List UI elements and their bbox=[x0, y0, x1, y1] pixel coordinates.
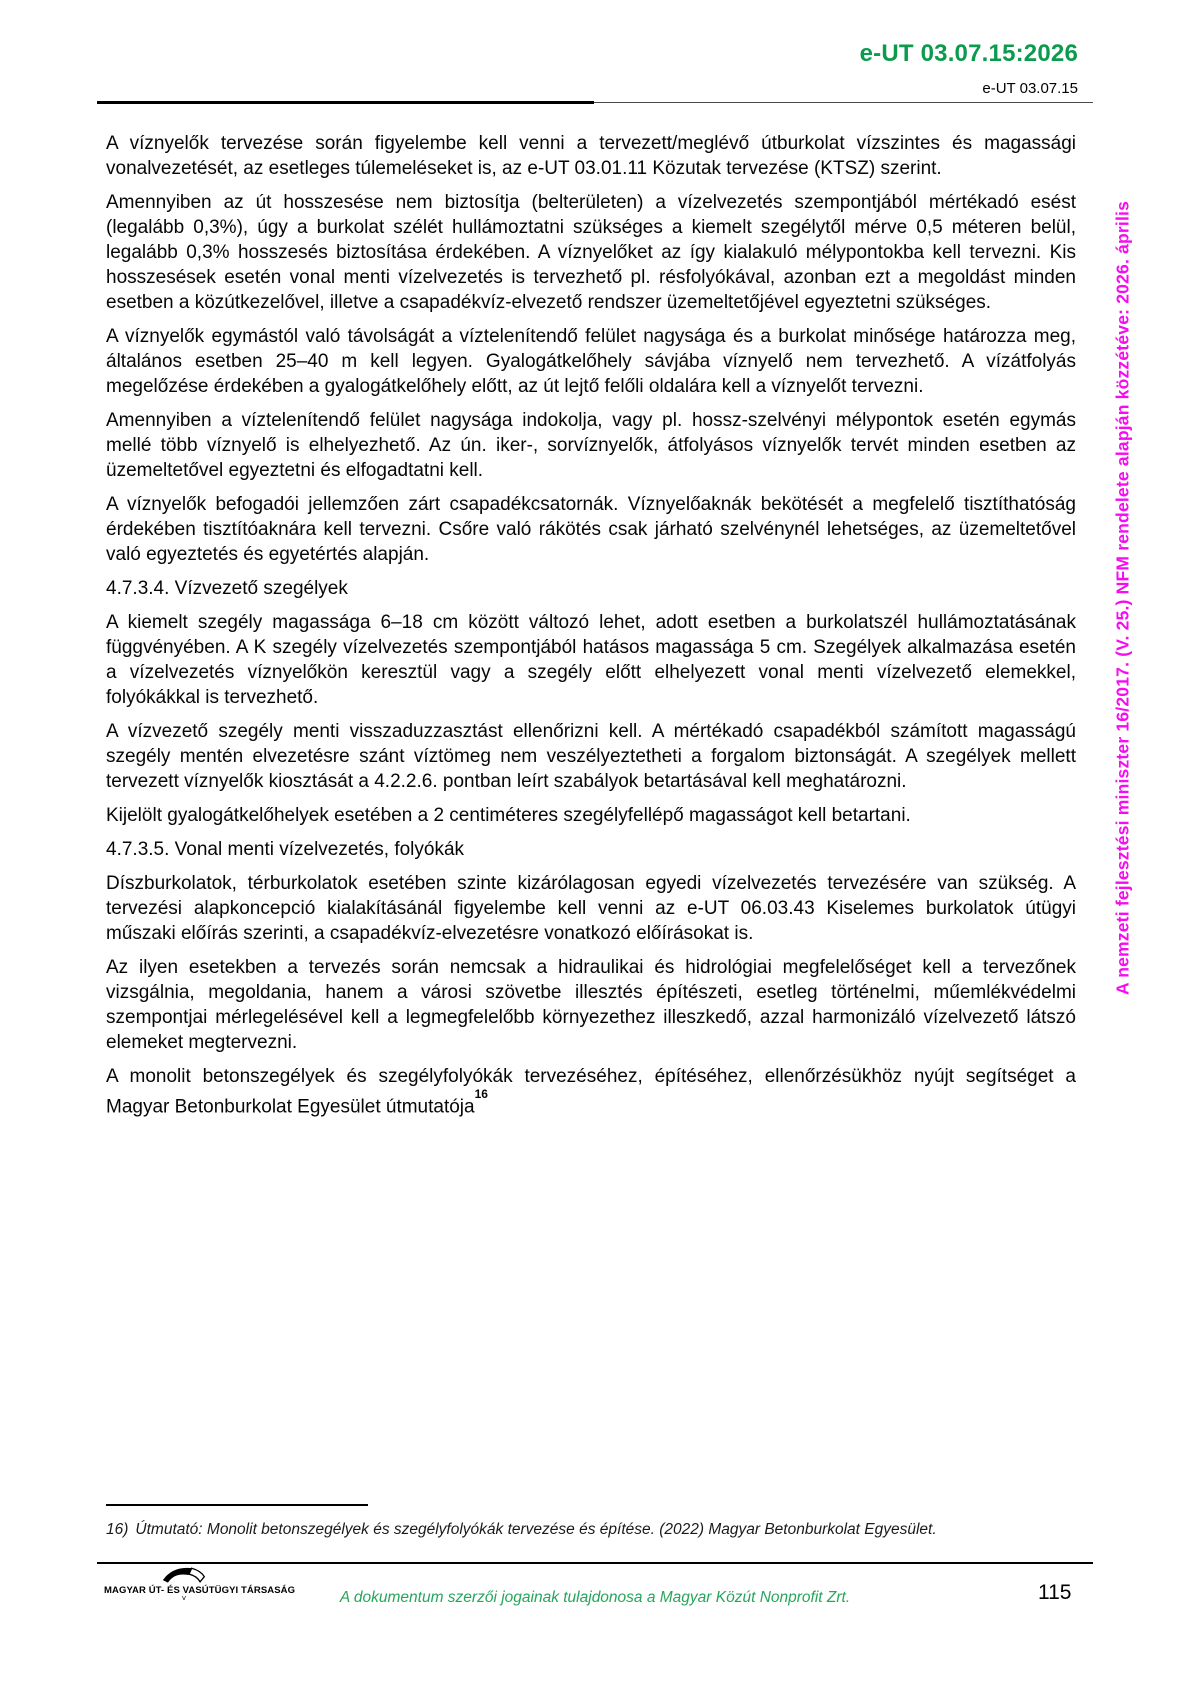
paragraph: A vízvezető szegély menti visszaduzzasztást ellenőrizni kell. A mértékadó csapadékból számított magasságú szegély mentén elvezetésre szánt víztömeg nem veszélyeztetheti a forgalom biztonságát. A szegélyek mellett tervezett víznyelők kiosztását a 4.2.2.6. pontban leírt szabályok betartásával kell meghatározni. bbox=[106, 721, 1076, 792]
doc-id-subtitle: e-UT 03.07.15 bbox=[982, 80, 1078, 97]
paragraph: A víznyelők befogadói jellemzően zárt csapadékcsatornák. Víznyelőaknák bekötését a megfelelő tisztíthatóság érdekében tisztítóaknára kell tervezni. Csőre való rákötés csak járható szelvénynél lehetséges, az üzemeltetővel való egyeztetés és egyetértés alapján. bbox=[106, 494, 1076, 565]
page-number: 115 bbox=[1038, 1581, 1072, 1604]
logo-arrow-icon: ˅ bbox=[181, 1594, 187, 1603]
footnote bbox=[106, 1521, 1081, 1539]
section-heading: 4.7.3.4. Vízvezető szegélyek bbox=[106, 578, 348, 599]
paragraph: Kijelölt gyalogátkelőhelyek esetében a 2 centiméteres szegélyfellépő magasságot kell betartani. bbox=[106, 805, 911, 826]
doc-id-title: e-UT 03.07.15:2026 bbox=[859, 40, 1078, 67]
paragraph: Amennyiben az út hosszesése nem biztosítja (belterületen) a vízelvezetés szempontjából mértékadó esést (legalább 0,3%), úgy a burkolat szélét hullámoztatni szükséges a kiemelt szegélytől mérve 0,5 méteren belül, legalább 0,3% hosszesés biztosítása érdekében. A víznyelőket az így kialakuló mélypontokba kell tervezni. Kis hosszesések esetén vonal menti vízelvezetés is tervezhető pl. résfolyókával, azonban ezt a megoldást minden esetben a közútkezelővel, illetve a csapadékvíz-elvezető rendszer üzemeltetőjével egyeztetni szükséges. bbox=[106, 192, 1076, 313]
document-body bbox=[106, 131, 1076, 1128]
paragraph: Az ilyen esetekben a tervezés során nemcsak a hidraulikai és hidrológiai megfelelőséget kell a tervezőnek vizsgálnia, megoldania, hanem a városi szövetbe illesztés építészeti, esetleg történelmi, műemlékvédelmi szempontjai mérlegelésével kell a legmegfelelőbb környezethez illeszkedő, azzal harmonizáló vízelvezető látszó elemeket megtervezni. bbox=[106, 957, 1076, 1053]
footnote-number: 16) bbox=[106, 1521, 129, 1538]
footnote-ref: 16 bbox=[474, 1087, 488, 1101]
footnote-separator bbox=[106, 1504, 368, 1506]
copyright-line: A dokumentum szerzői jogainak tulajdonosa a Magyar Közút Nonprofit Zrt. bbox=[339, 1589, 851, 1606]
paragraph: Díszburkolatok, térburkolatok esetében szinte kizárólagosan egyedi vízelvezetés tervezésére van szükség. A tervezési alapkoncepció kialakításánál figyelembe kell venni az e-UT 06.03.43 Kiselemes burkolatok útügyi műszaki előírás szerinti, a csapadékvíz-elvezetésre vonatkozó előírásokat is. bbox=[106, 873, 1076, 944]
paragraph: A víznyelők egymástól való távolságát a víztelenítendő felület nagysága és a burkolat minősége határozza meg, általános esetben 25–40 m kell legyen. Gyalogátkelőhely sávjába víznyelő nem tervezhető. A vízátfolyás megelőzése érdekében a gyalogátkelőhely előtt, az út lejtő felőli oldalára kell a víznyelőt tervezni. bbox=[106, 326, 1076, 397]
footnote-text: Útmutató: Monolit betonszegélyek és szegélyfolyókák tervezése és építése. (2022) Magyar Betonburkolat Egyesület. bbox=[135, 1521, 937, 1538]
section-heading: 4.7.3.5. Vonal menti vízelvezetés, folyókák bbox=[106, 839, 465, 860]
header-rule-thick bbox=[97, 101, 594, 104]
header-rule-thin bbox=[594, 102, 1093, 103]
paragraph: Amennyiben a víztelenítendő felület nagysága indokolja, vagy pl. hossz-szelvényi mélypontok esetén egymás mellé több víznyelő is elhelyezhető. Az ún. iker-, sorvíznyelők, átfolyásos víznyelők tervét minden esetben az üzemeltetővel egyeztetni és elfogadtatni kell. bbox=[106, 410, 1076, 481]
paragraph: A monolit betonszegélyek és szegélyfolyókák tervezéséhez, építéséhez, ellenőrzésükhöz nyújt segítséget a Magyar Betonburkolat Egyesület útmutatója$^{16}$ bbox=[106, 1066, 1076, 1118]
paragraph: A kiemelt szegély magassága 6–18 cm között változó lehet, adott esetben a burkolatszél hullámoztatásának függvényében. A K szegély vízelvezetés szempontjából hatásos magassága 5 cm. Szegélyek alkalmazása esetén a vízelvezetés víznyelőkön keresztül vagy a szegély előtt elhelyezett vonal menti vízelvezető elemekkel, folyókákkal is tervezhető. bbox=[106, 612, 1076, 708]
margin-note-vertical: A nemzeti fejlesztési miniszter 16/2017. (V. 25.) NFM rendelete alapján közzétéve: 2026. április bbox=[1112, 200, 1133, 996]
road-swoosh-icon bbox=[158, 1564, 210, 1586]
society-logo-text: MAGYAR ÚT- ÉS VASÚTÜGYI TÁRSASÁG bbox=[104, 1585, 296, 1596]
paragraph: A víznyelők tervezése során figyelembe kell venni a tervezett/meglévő útburkolat vízszintes és magassági vonalvezetését, az esetleges túlemeléseket is, az e-UT 03.01.11 Közutak tervezése (KTSZ) szerint. bbox=[106, 133, 1076, 179]
